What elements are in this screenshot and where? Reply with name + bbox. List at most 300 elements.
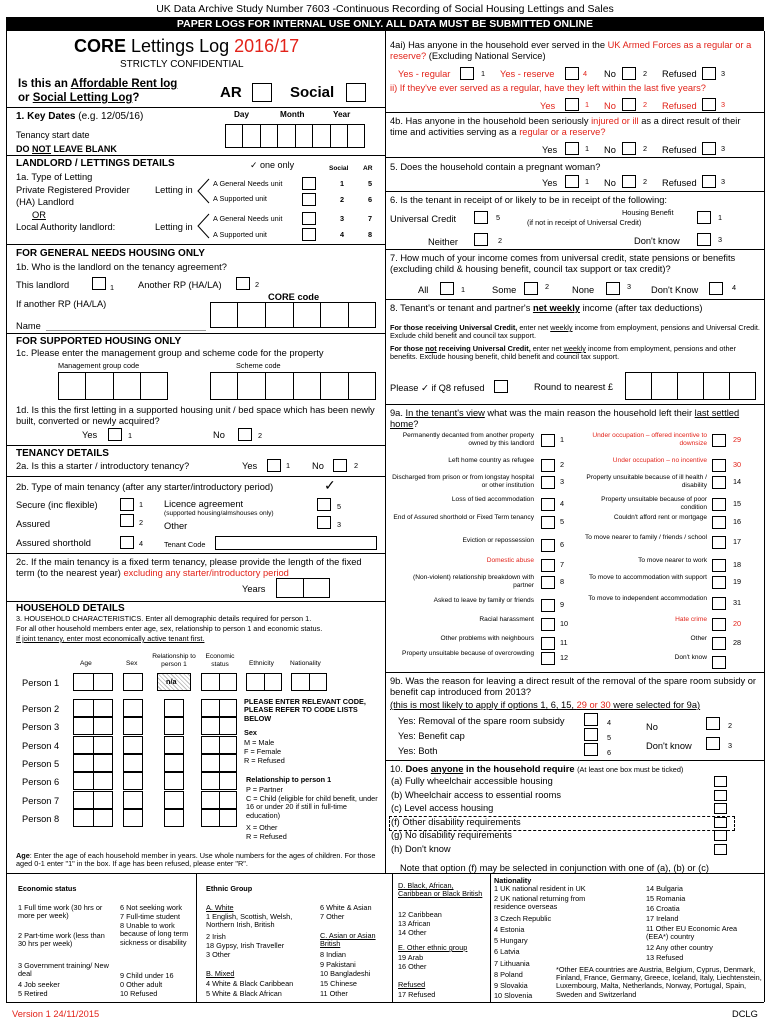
q9b-opt2-label: Yes: Benefit cap bbox=[398, 731, 465, 741]
q10-option-label: (f) Other disability requirements bbox=[391, 816, 521, 827]
gen-needs-header: FOR GENERAL NEEDS HOUSING ONLY bbox=[16, 248, 205, 259]
relationship-input[interactable] bbox=[164, 699, 184, 717]
relationship-input[interactable] bbox=[164, 809, 184, 827]
q8-refused-label: Please ✓ if Q8 refused bbox=[390, 383, 485, 393]
q9a-option-checkbox[interactable] bbox=[541, 434, 555, 447]
q9a-option-checkbox[interactable] bbox=[712, 536, 726, 549]
q9a-option-label: Under occupation – no incentive bbox=[612, 457, 707, 464]
q9a-option-checkbox[interactable] bbox=[541, 618, 555, 631]
hb-sub-label: (if not in receipt of Universal Credit) bbox=[527, 218, 642, 227]
q9a-option-code: 7 bbox=[560, 560, 565, 569]
code: 2 bbox=[498, 236, 503, 245]
code: 1 bbox=[585, 100, 590, 109]
q5-refused-checkbox[interactable] bbox=[702, 175, 716, 188]
q7-all-label: All bbox=[418, 285, 429, 295]
ethnic-code: 14 Other bbox=[398, 928, 427, 937]
nat-code: 5 Hungary bbox=[494, 936, 528, 945]
nat-code: 7 Lithuania bbox=[494, 959, 530, 968]
econ-header: Economic status bbox=[18, 884, 77, 893]
q9a-option-label: Domestic abuse bbox=[486, 557, 534, 564]
relationship-input[interactable] bbox=[164, 717, 184, 735]
sup-label-2: A Supported unit bbox=[213, 230, 267, 239]
code: 3 bbox=[728, 741, 733, 750]
q9a-option-label: To move to accommodation with support bbox=[588, 574, 707, 581]
tick-icon: ✓ bbox=[324, 477, 336, 493]
code: 2 bbox=[728, 721, 733, 730]
q9b-no-label: No bbox=[646, 722, 658, 732]
econ-code: 9 Child under 16 bbox=[120, 971, 174, 980]
q5-no-label: No bbox=[604, 178, 616, 188]
q9a-option-checkbox[interactable] bbox=[712, 559, 726, 572]
q9a-option-label: Asked to leave by family or friends bbox=[433, 597, 534, 604]
household-header: HOUSEHOLD DETAILS bbox=[16, 603, 125, 614]
nat-code: 16 Croatia bbox=[646, 904, 680, 913]
q9a-option-code: 20 bbox=[733, 619, 742, 628]
q9a-option-code: 16 bbox=[733, 517, 742, 526]
nat-code: 10 Slovenia bbox=[494, 991, 533, 1000]
code: 1 bbox=[461, 285, 466, 294]
q10-option-label: (g) No disability requirements bbox=[391, 830, 512, 840]
bracket-icon bbox=[196, 213, 210, 239]
q9a-option-code: 10 bbox=[560, 619, 569, 628]
code: 4 bbox=[732, 283, 737, 292]
q9a-option-code: 9 bbox=[560, 600, 565, 609]
q9a-option-checkbox[interactable] bbox=[712, 637, 726, 650]
nat-code: 1 UK national resident in UK bbox=[494, 884, 586, 893]
code: 5 bbox=[496, 213, 501, 222]
sex-input[interactable] bbox=[123, 772, 143, 790]
other-tenancy-checkbox[interactable] bbox=[317, 516, 331, 529]
q2a-yes-checkbox[interactable] bbox=[267, 459, 281, 472]
ethnic-code: 8 Indian bbox=[320, 950, 346, 959]
q9a-option-checkbox[interactable] bbox=[712, 618, 726, 631]
q9a-option-label: Don't know bbox=[674, 654, 707, 661]
q10-option-checkbox[interactable] bbox=[714, 790, 727, 801]
sex-code: F = Female bbox=[244, 747, 282, 756]
neither-checkbox[interactable] bbox=[474, 233, 488, 246]
code: 1 bbox=[286, 461, 291, 470]
code: 3 bbox=[340, 214, 345, 223]
q4b-label: 4b. Has anyone in the household been seriously injured or ill as a direct result of their time and activities serving as a regular or a reserve? bbox=[390, 116, 741, 137]
q9a-option-checkbox[interactable] bbox=[541, 539, 555, 552]
q9a-option-checkbox[interactable] bbox=[541, 559, 555, 572]
shorthold-label: Assured shorthold bbox=[16, 538, 91, 548]
another-rp-label: Another RP (HA/LA) bbox=[138, 280, 222, 290]
q10-option-label: (c) Level access housing bbox=[391, 803, 494, 813]
name-label: Name bbox=[16, 321, 41, 331]
q9a-option-checkbox[interactable] bbox=[712, 576, 726, 589]
q9a-option-code: 18 bbox=[733, 560, 742, 569]
code: 2 bbox=[643, 69, 648, 78]
licence-checkbox[interactable] bbox=[317, 498, 331, 511]
sex-input[interactable] bbox=[123, 754, 143, 772]
q9a-option-label: Left home country as refugee bbox=[448, 457, 534, 464]
ethnic-code: 9 Pakistani bbox=[320, 960, 356, 969]
q9a-option-code: 6 bbox=[560, 540, 565, 549]
q6-dk-label: Don't know bbox=[634, 236, 680, 246]
q5-no-checkbox[interactable] bbox=[622, 175, 636, 188]
q9a-option-label: To move nearer to work bbox=[638, 557, 707, 564]
code: 1 bbox=[481, 69, 486, 78]
key-dates-label: 1. Key Dates (e.g. 12/05/16) bbox=[16, 111, 144, 122]
q9a-option-label: Hate crime bbox=[675, 616, 707, 623]
nat-code: 13 Refused bbox=[646, 953, 684, 962]
q9a-option-checkbox[interactable] bbox=[712, 434, 726, 447]
la-label: Local Authority landlord: bbox=[16, 222, 116, 232]
econ-code: 6 Not seeking work bbox=[120, 903, 183, 912]
q9a-option-checkbox[interactable] bbox=[541, 576, 555, 589]
q9b-opt2-checkbox[interactable] bbox=[584, 728, 598, 741]
licence-label: Licence agreement bbox=[164, 499, 244, 509]
q4ai-refused-checkbox[interactable] bbox=[702, 67, 716, 80]
q9a-option-label: To move to independent accommodation bbox=[588, 595, 707, 602]
code: 2 bbox=[643, 177, 648, 186]
code: 3 bbox=[721, 144, 726, 153]
q7-all-checkbox[interactable] bbox=[440, 282, 454, 295]
q4b-no-checkbox[interactable] bbox=[622, 142, 636, 155]
q4b-no-label: No bbox=[604, 145, 616, 155]
sex-input[interactable] bbox=[123, 699, 143, 717]
hb-checkbox[interactable] bbox=[697, 211, 711, 224]
nat-code: 4 Estonia bbox=[494, 925, 525, 934]
relationship-input[interactable] bbox=[164, 791, 184, 809]
q2b-label: 2b. Type of main tenancy (after any starter/introductory period) bbox=[16, 482, 274, 492]
q7-dk-checkbox[interactable] bbox=[709, 282, 723, 295]
letting-prp-sup-checkbox[interactable] bbox=[302, 193, 316, 206]
relationship-input[interactable] bbox=[164, 754, 184, 772]
q7-dk-label: Don't Know bbox=[651, 285, 699, 295]
ethnic-code: 4 White & Black Caribbean bbox=[206, 979, 294, 988]
ar-checkbox[interactable] bbox=[252, 83, 272, 102]
q1c-label: 1c. Please enter the management group and scheme code for the property bbox=[16, 348, 324, 358]
age-note: Age: Enter the age of each household member in years. Use whole numbers for the ages of children. For those aged 0-1 enter "1" in the box. If age has been refused, please enter "R". bbox=[16, 851, 376, 869]
code: 7 bbox=[368, 214, 373, 223]
q5-label: 5. Does the household contain a pregnant woman? bbox=[390, 162, 601, 172]
or-label: OR bbox=[32, 210, 46, 220]
sex-input[interactable] bbox=[123, 791, 143, 809]
q9a-option-code: 30 bbox=[733, 460, 742, 469]
rent-question-2: or Social Letting Log? bbox=[18, 92, 140, 104]
q9a-option-code: 5 bbox=[560, 517, 565, 526]
mgmt-code-label: Management group code bbox=[58, 361, 140, 370]
q9b-opt1-checkbox[interactable] bbox=[584, 713, 598, 726]
ethnic-code: 18 Gypsy, Irish Traveller bbox=[206, 941, 285, 950]
q9a-option-label: Under occupation – offered incentive to downsize bbox=[592, 432, 707, 447]
sex-input[interactable] bbox=[123, 673, 143, 691]
ethnic-code: 2 Irish bbox=[206, 932, 226, 941]
q9b-opt3-label: Yes: Both bbox=[398, 746, 438, 756]
q4b-yes-label: Yes bbox=[542, 145, 558, 155]
rent-question-1: Is this an Affordable Rent log bbox=[18, 78, 178, 90]
eea-note: *Other EEA countries are Austria, Belgium, Cyprus, Denmark, Finland, France, Germany, Greece, Iceland, Italy, Liechtenstein, Luxembourg, Malta, Netherlands, Norway, Portugal, Spain, Sweden and Switzerland bbox=[556, 965, 762, 999]
col-ethnicity: Ethnicity bbox=[249, 660, 274, 667]
q9a-option-code: 14 bbox=[733, 477, 742, 486]
q9a-option-checkbox[interactable] bbox=[712, 476, 726, 489]
person-6-label: Person 6 bbox=[22, 777, 60, 787]
q9a-option-checkbox[interactable] bbox=[712, 597, 726, 610]
q1d-no-checkbox[interactable] bbox=[238, 428, 252, 441]
letting-in-label-1: Letting in bbox=[155, 185, 193, 195]
q9a-option-label: Discharged from prison or from longstay hospital or other institution bbox=[392, 474, 534, 489]
q1d-label: 1d. Is this the first letting in a supported housing unit / bed space which has been newly built, converted or newly acquired? bbox=[16, 405, 375, 426]
q9b-opt3-checkbox[interactable] bbox=[584, 743, 598, 756]
neither-label: Neither bbox=[428, 237, 458, 247]
code: 2 bbox=[545, 282, 550, 291]
q1a-label: 1a. Type of Letting bbox=[16, 172, 93, 182]
q9b-opt1-label: Yes: Removal of the spare room subsidy bbox=[398, 716, 565, 726]
code: 2 bbox=[354, 461, 359, 470]
code: 2 bbox=[255, 280, 260, 289]
rel-code: X = Other bbox=[246, 823, 278, 832]
econ-code: 8 Unable to work because of long term sickness or disability bbox=[120, 921, 189, 947]
q4aii-yes-checkbox[interactable] bbox=[565, 98, 579, 111]
nat-code: 14 Bulgaria bbox=[646, 884, 683, 893]
q8-para-1: For those receiving Universal Credit, enter net weekly income from employment, pensions and Universal Credit. Exclude child benefit and council tax support. bbox=[390, 323, 760, 341]
q4ai-regular-checkbox[interactable] bbox=[460, 67, 474, 80]
q7-some-checkbox[interactable] bbox=[524, 282, 538, 295]
ethnic-code: 12 Caribbean bbox=[398, 910, 442, 919]
q1d-yes-checkbox[interactable] bbox=[108, 428, 122, 441]
q9b-label: 9b. Was the reason for leaving a direct result of the removal of the spare room subsidy or benefit cap introduced from 2013? bbox=[390, 676, 757, 697]
letting-la-gn-checkbox[interactable] bbox=[302, 212, 316, 225]
person-1-label: Person 1 bbox=[22, 678, 60, 688]
weekly-income-input[interactable] bbox=[625, 372, 756, 400]
person-8-label: Person 8 bbox=[22, 814, 60, 824]
q4aii-no-label: No bbox=[604, 101, 616, 111]
q10-option-label: (b) Wheelchair access to essential rooms bbox=[391, 789, 561, 800]
q3-line-1: 3. HOUSEHOLD CHARACTERISTICS. Enter all demographic details required for person 1. bbox=[16, 614, 312, 623]
q9a-option-code: 11 bbox=[560, 638, 568, 647]
nat-code: 3 Czech Republic bbox=[494, 914, 552, 923]
code: 6 bbox=[368, 195, 373, 204]
other-tenancy-label: Other bbox=[164, 521, 188, 531]
code: 8 bbox=[368, 230, 373, 239]
code: 2 bbox=[258, 431, 263, 440]
q9a-option-code: 4 bbox=[560, 499, 565, 508]
supported-header: FOR SUPPORTED HOUSING ONLY bbox=[16, 336, 182, 347]
landlord-header: LANDLORD / LETTINGS DETAILS bbox=[16, 158, 175, 169]
code: 1 bbox=[128, 431, 133, 440]
ethnic-code: 10 Bangladeshi bbox=[320, 969, 371, 978]
letting-la-sup-checkbox[interactable] bbox=[302, 228, 316, 241]
col-sex: Sex bbox=[126, 660, 138, 667]
q4aii-yes-label: Yes bbox=[540, 101, 556, 111]
q3-line-3: If joint tenancy, enter most economically active tenant first. bbox=[16, 634, 205, 643]
q9b-dk-label: Don't know bbox=[646, 741, 692, 751]
q4ai-no-checkbox[interactable] bbox=[622, 67, 636, 80]
code: 2 bbox=[643, 144, 648, 153]
nat-code: 6 Latvia bbox=[494, 947, 520, 956]
ethnic-group-c: C. Asian or Asian British bbox=[320, 931, 376, 949]
col-nationality: Nationality bbox=[290, 660, 321, 667]
q6-dk-checkbox[interactable] bbox=[697, 233, 711, 246]
q9a-option-label: To move nearer to family / friends / school bbox=[584, 534, 707, 541]
q9a-option-checkbox[interactable] bbox=[712, 498, 726, 511]
q3-line-2: For all other household members enter age, sex, relationship to person 1 and economic status. bbox=[16, 624, 323, 633]
q10-option-checkbox[interactable] bbox=[714, 803, 727, 814]
q4b-refused-checkbox[interactable] bbox=[702, 142, 716, 155]
q9a-option-label: Property unsuitable because of poor condition bbox=[601, 496, 707, 511]
q9a-option-label: (Non-violent) relationship breakdown with partner bbox=[413, 574, 534, 589]
q2c-label: 2c. If the main tenancy is a fixed term tenancy, please provide the length of the fixed term (to the nearest year) excluding any starter/introductory period bbox=[16, 557, 362, 578]
econ-code: 2 Part-time work (less than 30 hrs per week) bbox=[18, 931, 105, 949]
q2a-label: 2a. Is this a starter / introductory tenancy? bbox=[16, 461, 190, 471]
q9a-option-checkbox[interactable] bbox=[541, 652, 555, 665]
q9a-option-label: Racial harassment bbox=[479, 616, 534, 623]
code: 1 bbox=[139, 500, 144, 509]
relationship-input[interactable] bbox=[164, 736, 184, 754]
ethnic-code: 13 African bbox=[398, 919, 431, 928]
code: 5 bbox=[337, 502, 342, 511]
q6-label: 6. Is the tenant in receipt of or likely to be in receipt of the following: bbox=[390, 195, 667, 205]
ethnic-group-e: E. Other ethnic group bbox=[398, 943, 468, 952]
relationship-input[interactable] bbox=[164, 772, 184, 790]
q5-yes-label: Yes bbox=[542, 178, 558, 188]
q4aii-label: ii) If they've ever served as a regular, have they left within the last five years? bbox=[390, 83, 706, 93]
q9a-option-label: Loss of tied accommodation bbox=[451, 496, 534, 503]
sup-label-1: A Supported unit bbox=[213, 194, 267, 203]
q2a-no-checkbox[interactable] bbox=[333, 459, 347, 472]
q9a-option-code: 17 bbox=[733, 537, 742, 546]
q1d-yes-label: Yes bbox=[82, 430, 98, 440]
refer-codes-note: PLEASE ENTER RELEVANT CODE, PLEASE REFER TO CODE LISTS BELOW bbox=[244, 697, 366, 723]
code: 3 bbox=[721, 100, 726, 109]
licence-sub-label: (supported housing/almshouses only) bbox=[164, 510, 274, 517]
q1d-no-label: No bbox=[213, 430, 225, 440]
q9a-option-label: End of Assured shorthold or Fixed Term tenancy bbox=[393, 514, 534, 521]
assured-checkbox[interactable] bbox=[120, 514, 134, 527]
hb-label: Housing Benefit bbox=[622, 208, 674, 217]
q10-option-checkbox[interactable] bbox=[714, 830, 727, 841]
q9a-option-label: Eviction or repossession bbox=[462, 537, 534, 544]
econ-code: 0 Other adult bbox=[120, 980, 163, 989]
confidential-label: STRICTLY CONFIDENTIAL bbox=[120, 59, 244, 70]
col-age: Age bbox=[80, 660, 92, 667]
q4ai-opt: Yes - reserve bbox=[500, 69, 555, 79]
sex-code: M = Male bbox=[244, 738, 275, 747]
q9a-option-checkbox[interactable] bbox=[541, 476, 555, 489]
round-label: Round to nearest £ bbox=[534, 382, 614, 392]
version-label: Version 1 24/11/2015 bbox=[12, 1009, 100, 1019]
gn-label-2: A General Needs unit bbox=[213, 214, 283, 223]
if-another-label: If another RP (HA/LA) bbox=[16, 299, 107, 309]
ethnic-code: 3 Other bbox=[206, 950, 231, 959]
q9a-option-checkbox[interactable] bbox=[541, 516, 555, 529]
sex-input[interactable] bbox=[123, 736, 143, 754]
ethnic-code: 15 Chinese bbox=[320, 979, 357, 988]
q1b-label: 1b. Who is the landlord on the tenancy agreement? bbox=[16, 262, 227, 272]
uc-label: Universal Credit bbox=[390, 214, 457, 224]
tenant-code-input[interactable] bbox=[215, 536, 377, 550]
q10-option-checkbox[interactable] bbox=[714, 844, 727, 855]
q9a-option-code: 29 bbox=[733, 435, 742, 444]
rel-code: R = Refused bbox=[246, 832, 287, 841]
sex-input[interactable] bbox=[123, 809, 143, 827]
q8-label: 8. Tenant's or tenant and partner's net weekly income (after tax deductions) bbox=[390, 303, 703, 313]
option-f-dashed-box bbox=[389, 816, 735, 831]
q9a-option-checkbox[interactable] bbox=[541, 599, 555, 612]
q4ai-reserve-checkbox[interactable] bbox=[565, 67, 579, 80]
person-5-label: Person 5 bbox=[22, 759, 60, 769]
ar-label: AR bbox=[220, 84, 242, 101]
code: 5 bbox=[368, 179, 373, 188]
q9b-no-checkbox[interactable] bbox=[706, 717, 720, 730]
another-rp-checkbox[interactable] bbox=[236, 277, 250, 290]
sex-input[interactable] bbox=[123, 717, 143, 735]
col-economic: Economic status bbox=[205, 653, 235, 668]
banner-text: PAPER LOGS FOR INTERNAL USE ONLY. ALL DATA MUST BE SUBMITTED ONLINE bbox=[176, 18, 594, 30]
q9a-option-checkbox[interactable] bbox=[712, 459, 726, 472]
econ-code: 5 Retired bbox=[18, 989, 48, 998]
archive-line: UK Data Archive Study Number 7603 -Continuous Recording of Social Housing Lettings and Sales bbox=[156, 3, 614, 15]
social-label: Social bbox=[290, 84, 335, 101]
q9a-option-checkbox[interactable] bbox=[712, 516, 726, 529]
shorthold-checkbox[interactable] bbox=[120, 536, 134, 549]
q7-none-label: None bbox=[572, 285, 595, 295]
q5-refused-label: Refused bbox=[662, 178, 697, 188]
secure-checkbox[interactable] bbox=[120, 498, 134, 511]
q9a-option-code: 8 bbox=[560, 577, 565, 586]
nat-code: 11 Other EU Economic Area (EEA*) country bbox=[646, 924, 738, 942]
q8-refused-checkbox[interactable] bbox=[494, 380, 508, 393]
q4b-yes-checkbox[interactable] bbox=[565, 142, 579, 155]
q9b-dk-checkbox[interactable] bbox=[706, 737, 720, 750]
econ-code: 10 Refused bbox=[120, 989, 158, 998]
q5-yes-checkbox[interactable] bbox=[565, 175, 579, 188]
q9a-option-label: Property unsuitable because of overcrowding bbox=[402, 650, 534, 657]
col-ar: AR bbox=[363, 165, 373, 172]
do-not-leave-blank: DO NOT LEAVE BLANK bbox=[16, 144, 117, 154]
ethnic-code: 19 Arab bbox=[398, 953, 424, 962]
q9a-option-checkbox[interactable] bbox=[712, 656, 726, 669]
uc-checkbox[interactable] bbox=[474, 211, 488, 224]
month-label: Month bbox=[280, 110, 305, 119]
q4aii-refused-checkbox[interactable] bbox=[702, 98, 716, 111]
col-relationship: Relationship to person 1 bbox=[152, 653, 196, 668]
rel-code: C = Child (eligible for child benefit, under 16 or under 20 if still in full-time education) bbox=[246, 794, 378, 820]
q9a-option-checkbox[interactable] bbox=[541, 498, 555, 511]
social-checkbox[interactable] bbox=[346, 83, 366, 102]
q9a-option-label: Property unsuitable because of ill health / disability bbox=[586, 474, 707, 489]
q10-note: Note that option (f) may be selected in conjunction with one of (a), (b) or (c) bbox=[400, 863, 710, 873]
q4ai-opt: Refused bbox=[662, 69, 697, 79]
q10-option-checkbox[interactable] bbox=[714, 776, 727, 787]
q9a-option-checkbox[interactable] bbox=[541, 459, 555, 472]
day-label: Day bbox=[234, 110, 250, 119]
q4aii-no-checkbox[interactable] bbox=[622, 98, 636, 111]
q7-label: 7. How much of your income comes from universal credit, state pensions or benefits (excluding child & housing benefit, council tax support or tax credit)? bbox=[390, 253, 736, 274]
prp-label-2: (HA) Landlord bbox=[16, 197, 74, 207]
code: 1 bbox=[718, 213, 723, 222]
econ-code: 3 Government training/ New deal bbox=[18, 961, 109, 979]
q7-none-checkbox[interactable] bbox=[606, 282, 620, 295]
code: 3 bbox=[721, 177, 726, 186]
person-4-label: Person 4 bbox=[22, 741, 60, 751]
q9a-option-code: 12 bbox=[560, 653, 569, 662]
one-only-label: ✓ one only bbox=[250, 160, 295, 170]
gn-label-1: A General Needs unit bbox=[213, 179, 283, 188]
sex-codes-header: Sex bbox=[244, 728, 257, 737]
q9a-option-checkbox[interactable] bbox=[541, 637, 555, 650]
this-landlord-checkbox[interactable] bbox=[92, 277, 106, 290]
q4b-refused-label: Refused bbox=[662, 145, 697, 155]
bracket-icon bbox=[196, 178, 210, 204]
scheme-code-label: Scheme code bbox=[236, 361, 281, 370]
code: 3 bbox=[337, 520, 342, 529]
code: 3 bbox=[627, 282, 632, 291]
assured-label: Assured bbox=[16, 519, 51, 529]
letting-prp-gn-checkbox[interactable] bbox=[302, 177, 316, 190]
